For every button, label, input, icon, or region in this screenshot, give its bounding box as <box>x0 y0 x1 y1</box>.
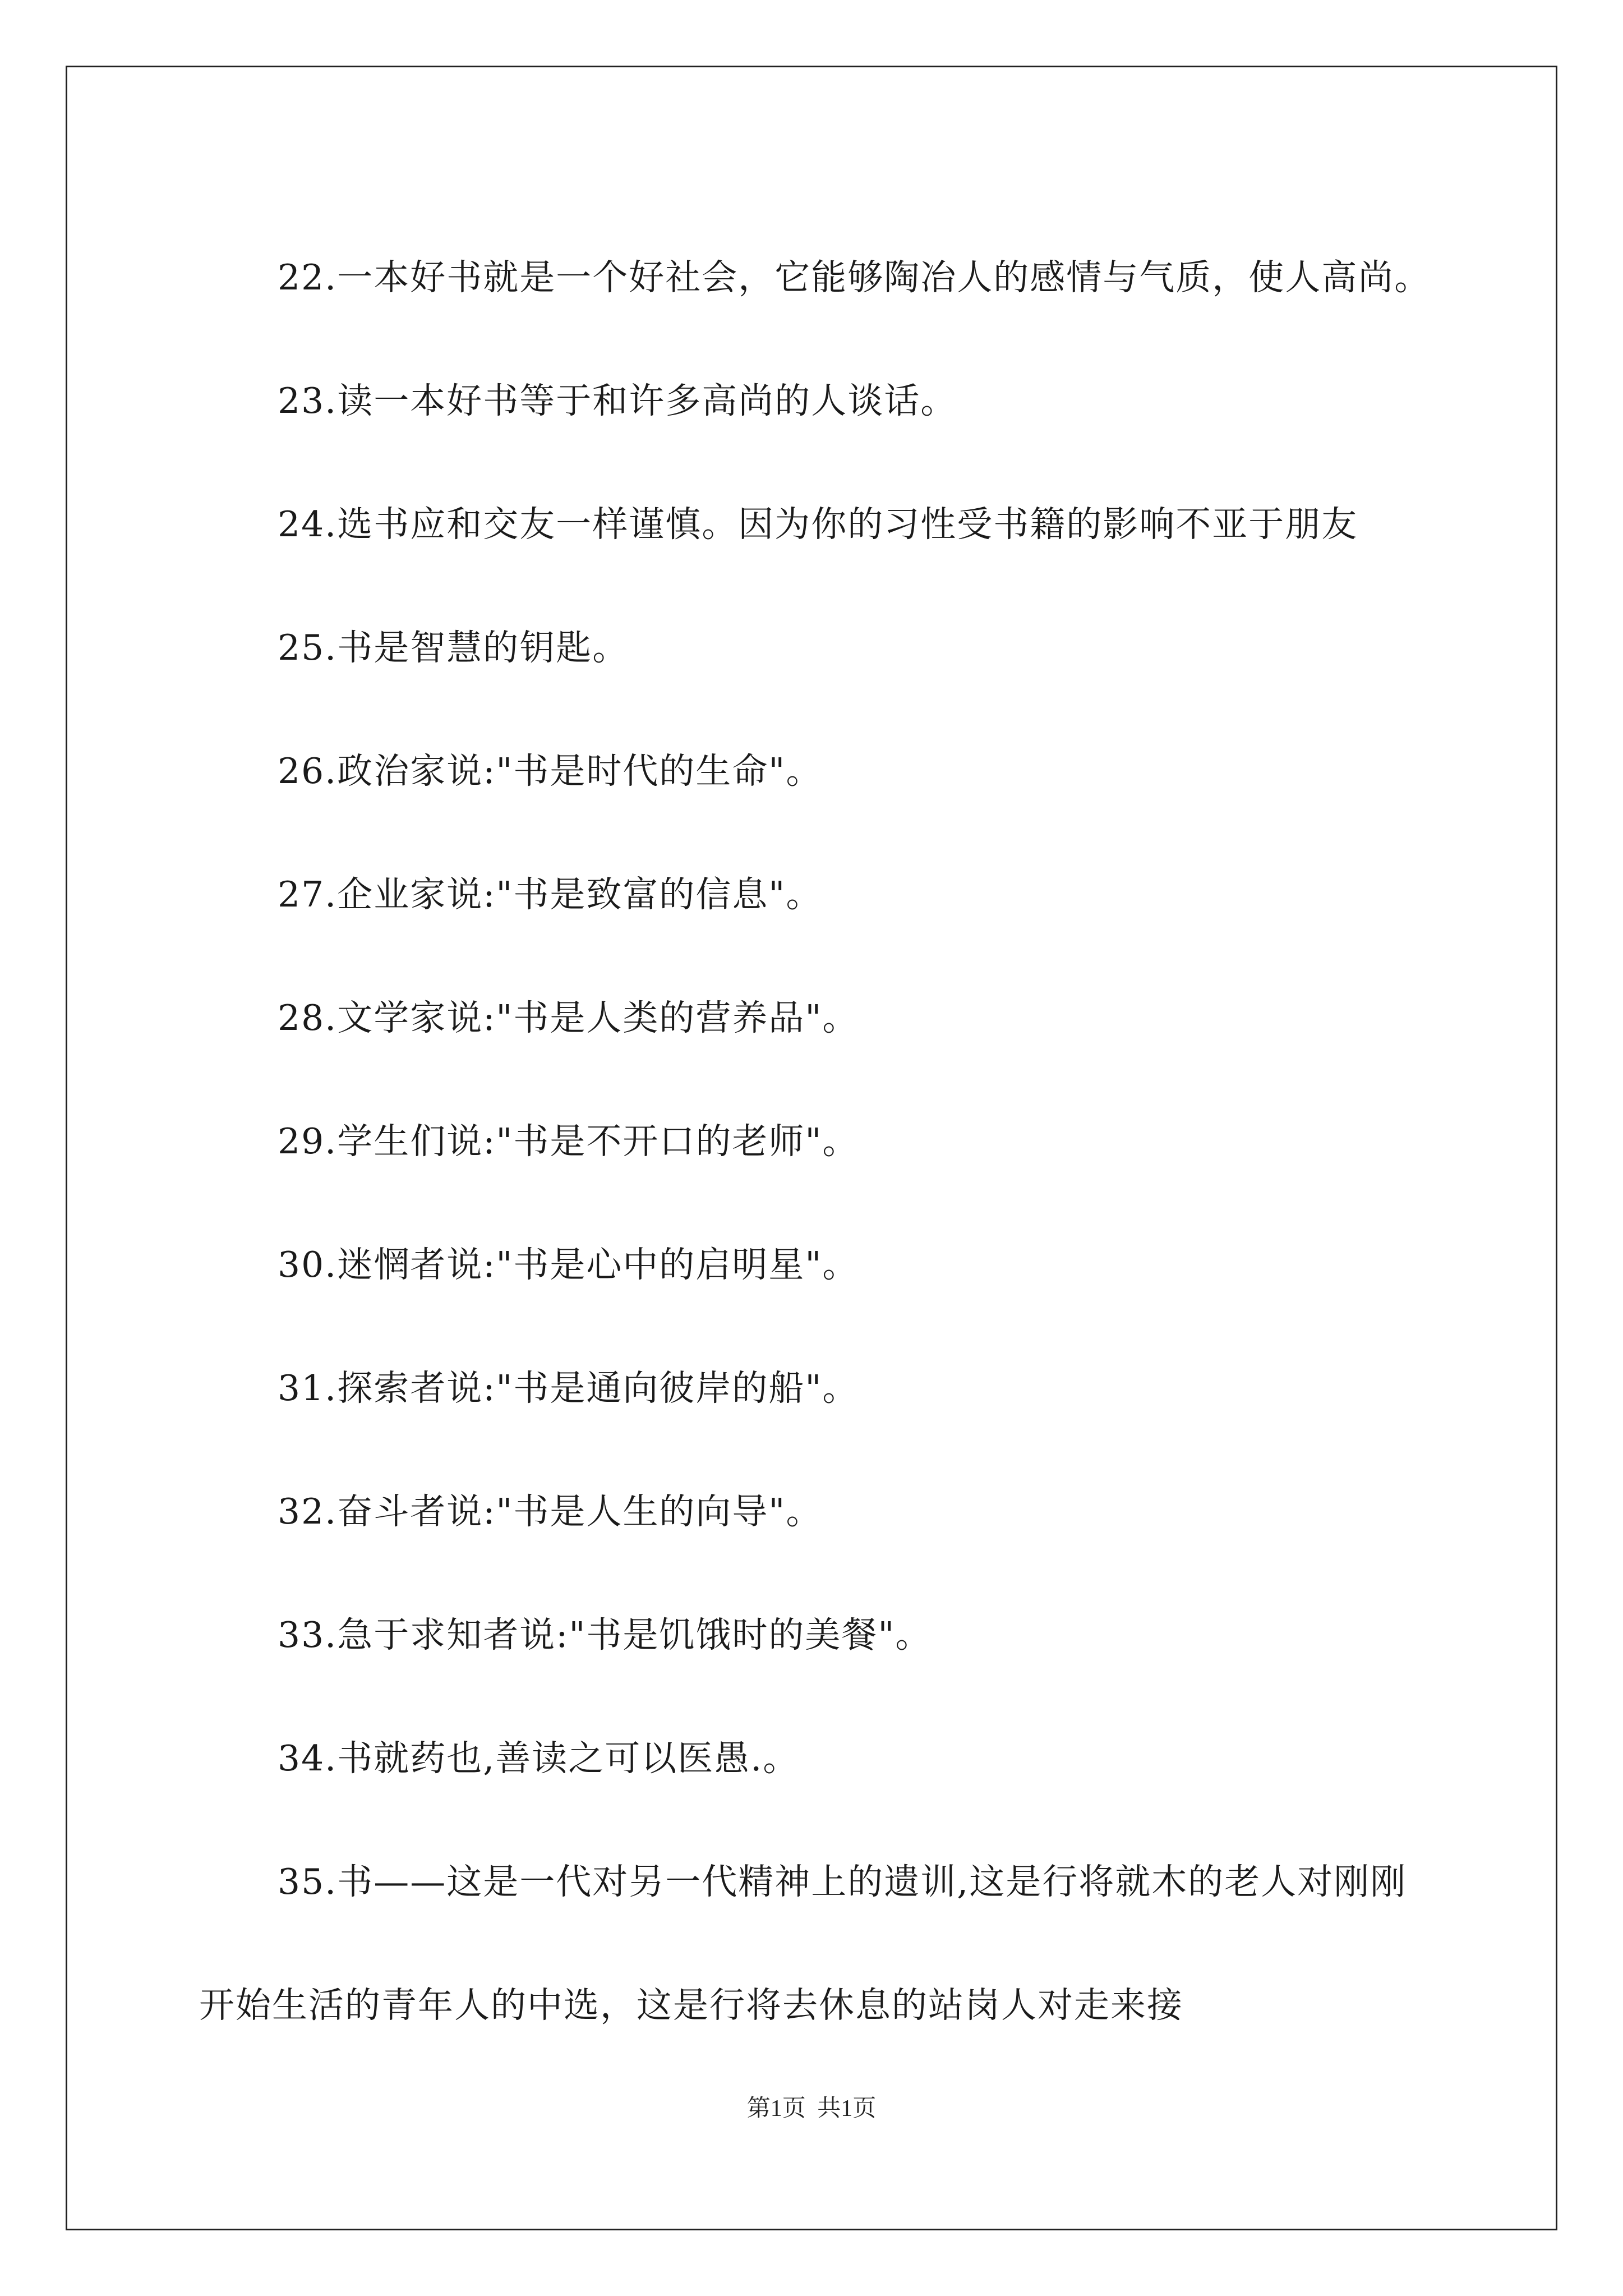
paragraph-34: 34.书就药也,善读之可以医愚.。 <box>278 1738 800 1779</box>
paragraph-28: 28.文学家说:"书是人类的营养品"。 <box>278 997 859 1038</box>
paragraph-31: 31.探索者说:"书是通向彼岸的船"。 <box>278 1368 859 1409</box>
paragraph-26: 26.政治家说:"书是时代的生命"。 <box>278 751 823 792</box>
paragraph-29: 29.学生们说:"书是不开口的老师"。 <box>278 1121 859 1162</box>
paragraph-23: 23.读一本好书等于和许多高尚的人谈话。 <box>278 380 957 421</box>
paragraph-22: 22.一本好书就是一个好社会，它能够陶冶人的感情与气质，使人高尚。 <box>278 257 1431 298</box>
paragraph-35: 35.书——这是一代对另一代精神上的遗训,这是行将就木的老人对刚刚开始生活的青年人的中选，这是行将去休息的站岗人对走来接 <box>199 1861 1407 2026</box>
paragraph-30: 30.迷惘者说:"书是心中的启明星"。 <box>278 1244 859 1285</box>
paragraph-33: 33.急于求知者说:"书是饥饿时的美餐"。 <box>278 1614 932 1655</box>
document-body <box>199 216 1433 2067</box>
paragraph-24: 24.选书应和交友一样谨慎。因为你的习性受书籍的影响不亚于朋友 <box>278 504 1358 545</box>
paragraph-27: 27.企业家说:"书是致富的信息"。 <box>278 874 823 915</box>
paragraph-32: 32.奋斗者说:"书是人生的向导"。 <box>278 1491 823 1532</box>
page-footer: 第1页 共1页 <box>746 2096 877 2122</box>
paragraph-25: 25.书是智慧的钥匙。 <box>278 627 629 668</box>
